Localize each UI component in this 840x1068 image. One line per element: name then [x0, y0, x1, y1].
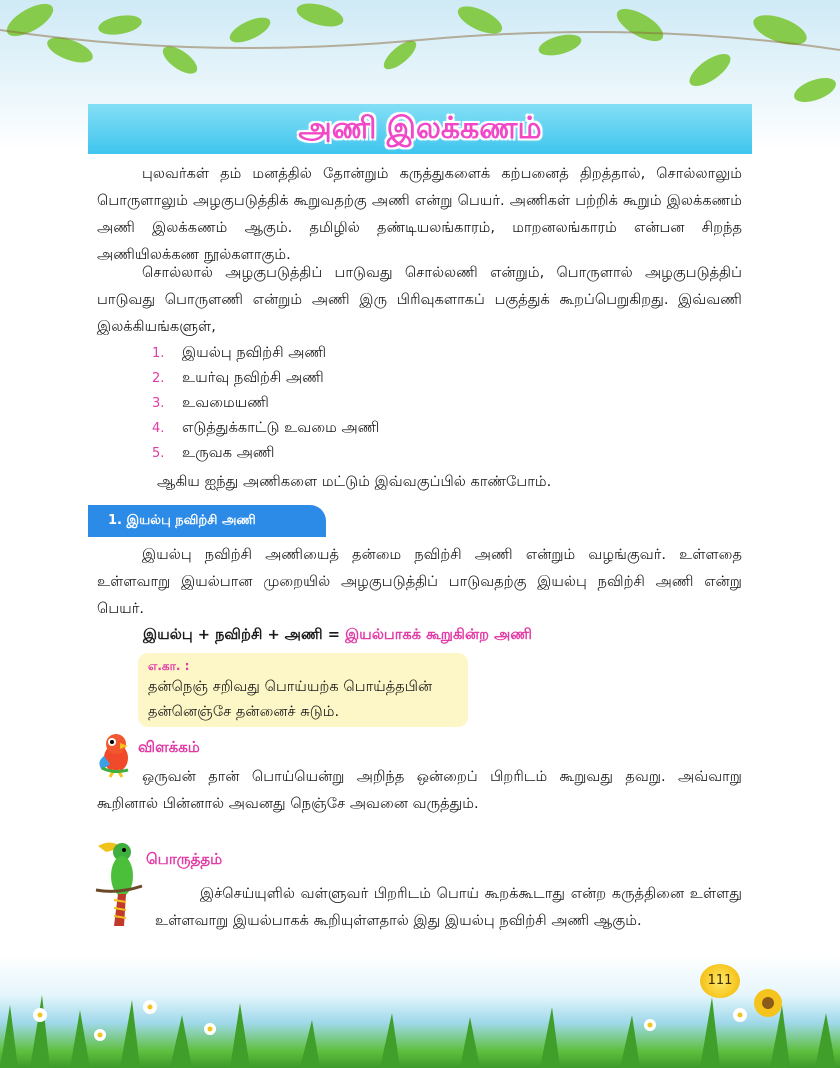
section-paragraph: இயல்பு நவிற்சி அணியைத் தன்மை நவிற்சி அணி என்றும் வழங்குவர். உள்ளதை உள்ளவாறு இயல்பான முறையில் அழகுபடுத்திப் பாடுவதற்கு இயல்பு நவிற்சி அணி என்று பெயர். [97, 546, 742, 617]
list-item: 5. உருவக அணி [152, 444, 275, 461]
match-heading: பொருத்தம் [146, 850, 223, 868]
bird-icon [92, 838, 144, 930]
explanation-paragraph: ஒருவன் தான் பொய்யென்று அறிந்த ஒன்றைப் பிறரிடம் கூறுவது தவறு. அவ்வாறு கூறினால் பின்னால் அவனது நெஞ்சே அவனை வருத்தும். [97, 768, 742, 812]
figure-list [152, 340, 379, 465]
list-item: 2. உயர்வு நவிற்சி அணி [152, 369, 324, 386]
example-label: எ.கா. : [148, 659, 190, 673]
intro-paragraph-2: சொல்லால் அழகுபடுத்திப் பாடுவது சொல்லணி என்றும், பொருளால் அழகுபடுத்திப் பாடுவது பொருளணி என்றும் அணி இரு பிரிவுகளாகப் பகுத்துக் கூறப்பெறுகிறது. இவ்வணி இலக்கியங்களுள், [97, 264, 742, 335]
list-item: 3. உவமையணி [152, 394, 269, 411]
section-heading-tab [88, 505, 326, 537]
title-banner [88, 104, 752, 154]
example-box [138, 653, 468, 727]
page-title: அணி இலக்கணம் [298, 111, 542, 146]
page-number: 111 [700, 964, 740, 998]
example-line-1: தன்நெஞ் சறிவது பொய்யற்க பொய்த்தபின் [148, 678, 433, 695]
formula-left: இயல்பு + நவிற்சி + அணி = [143, 626, 346, 643]
formula-right: இயல்பாகக் கூறுகின்ற அணி [345, 626, 533, 643]
list-item: 4. எடுத்துக்காட்டு உவமை அணி [152, 419, 380, 436]
explanation-heading: விளக்கம் [138, 738, 200, 756]
list-item: 1. இயல்பு நவிற்சி அணி [152, 344, 327, 361]
example-line-2: தன்னெஞ்சே தன்னைச் சுடும். [148, 703, 340, 720]
section-heading: 1. இயல்பு நவிற்சி அணி [108, 513, 256, 528]
match-paragraph: இச்செய்யுளில் வள்ளுவர் பிறரிடம் பொய் கூறக்கூடாது என்ற கருத்தினை உள்ளது உள்ளவாறு இயல்பாகக் கூறியுள்ளதால் இது இயல்பு நவிற்சி அணி ஆகும். [155, 885, 742, 929]
after-list-text: ஆகிய ஐந்து அணிகளை மட்டும் இவ்வகுப்பில் காண்போம். [157, 473, 552, 490]
formula [143, 622, 532, 648]
intro-paragraph-1: புலவர்கள் தம் மனத்தில் தோன்றும் கருத்துகளைக் கற்பனைத் திறத்தால், சொல்லாலும் பொருளாலும் அழகுபடுத்திக் கூறுவதற்கு அணி என்று பெயர். அணிகள் பற்றிக் கூறும் இலக்கணம் அணி இலக்கணம் ஆகும். தமிழில் தண்டியலங்காரம், மாறனலங்காரம் என்பன சிறந்த அணியிலக்கண நூல்களாகும். [97, 165, 742, 263]
